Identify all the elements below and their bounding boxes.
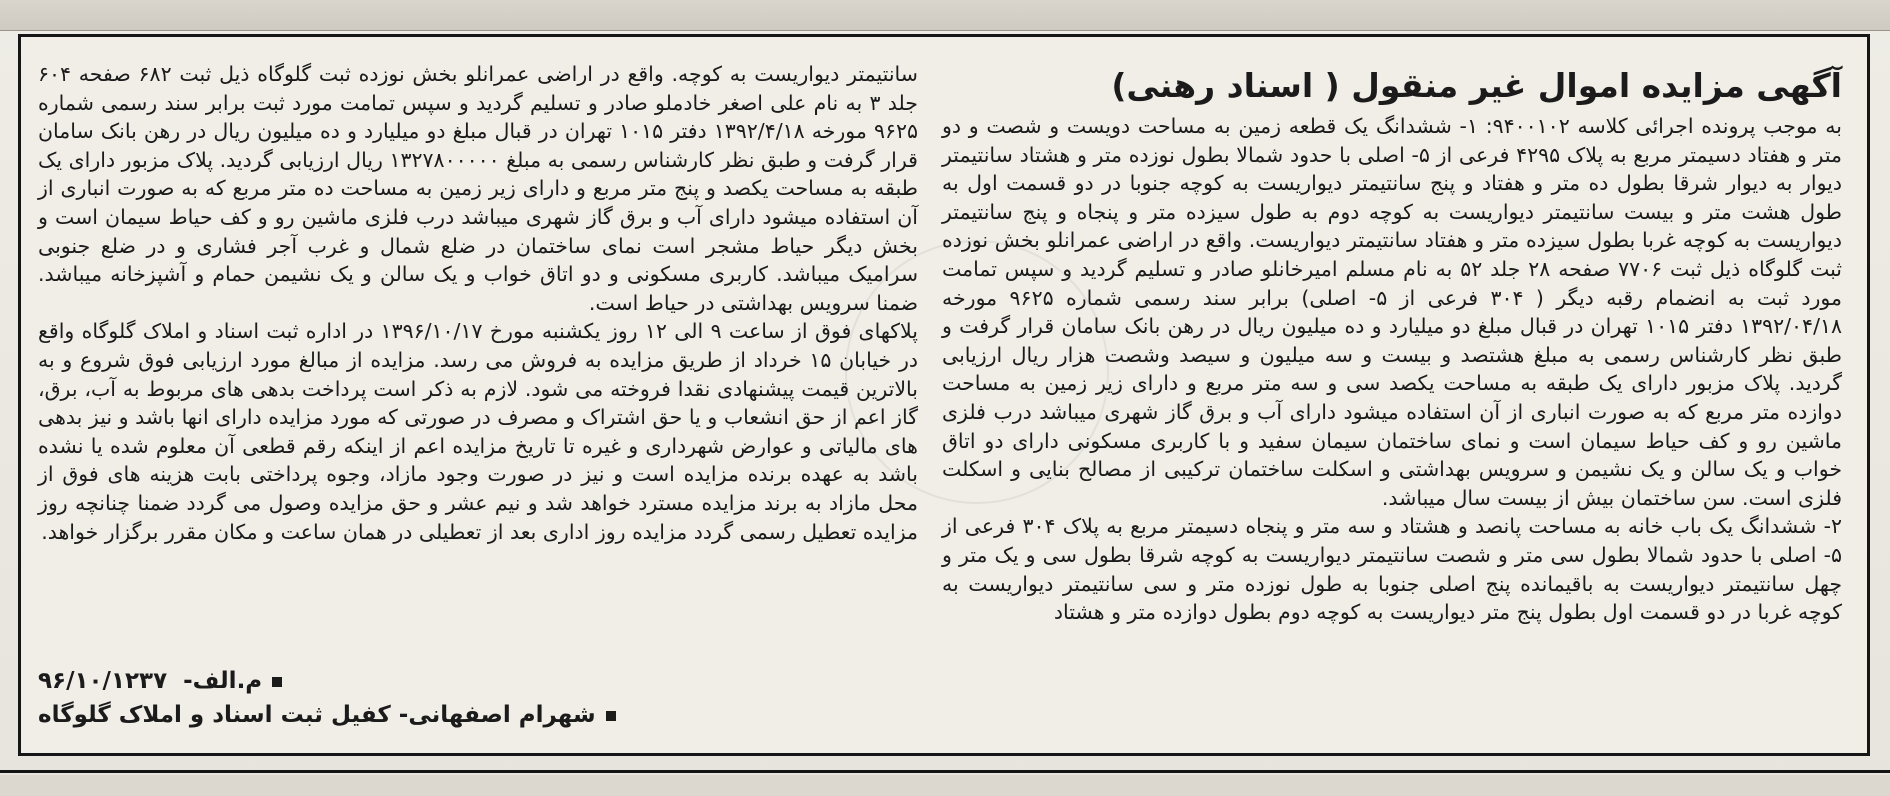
bottom-rule: [0, 770, 1890, 773]
right-column: [942, 112, 1842, 627]
square-bullet-icon: [272, 677, 282, 687]
reference-code-line: [38, 664, 918, 698]
paragraph-left-2: پلاکهای فوق از ساعت ۹ الی ۱۲ روز یکشنبه مورخ ۱۳۹۶/۱۰/۱۷ در اداره ثبت اسناد و املاک گلوگاه واقع در خیابان ۱۵ خرداد از طریق مزایده به فروش می رسد. مزایده از مبالغ مورد ارزیابی فوق شروع و به بالاترین قیمت پیشنهادی نقدا فروخته می شود. لازم به ذکر است پرداخت بدهی های مربوط به آب، برق، گاز اعم از حق انشعاب و یا حق اشتراک و مصرف در صورتی که مورد مزایده دارای انها باشد و نیز بدهی های مالیاتی و عوارض شهرداری و غیره تا تاریخ مزایده اعم از اینکه رقم قطعی آن معلوم شده یا نشده باشد به عهده برنده مزایده است و نیز در صورت وجود مازاد، وجوه پرداختی بابت هزینه های فوق از محل مازاد به برند مزایده مسترد خواهد شد و نیم عشر و حق مزایده وصول می گردد ضمنا چنانچه روز مزایده تعطیل رسمی گردد مزایده روز اداری بعد از تعطیلی در همان ساعت و مکان مقرر برگزار خواهد.: [38, 319, 918, 544]
paragraph-right-2: ۲- ششدانگ یک باب خانه به مساحت پانصد و هشتاد و سه متر و پنجاه دسیمتر مربع به پلاک ۳۰۴ فرعی از ۵- اصلی با حدود شمالا بطول سی متر و شصت سانتیمتر دیواریست به کوچه شرقا بطول سی و یک متر و چهل سانتیمتر دیواریست به باقیمانده پنج اصلی جنوبا به طول نوزده متر و سی سانتیمتر دیواریست به کوچه غربا در دو قسمت اول بطول پنج متر دیواریست به کوچه دوم بطول دوازده متر و هشتاد: [942, 514, 1843, 625]
reference-code-label: م.الف-: [183, 668, 263, 694]
signer-line: [38, 698, 918, 732]
paragraph-right-1: به موجب پرونده اجرائی کلاسه ۹۴۰۰۱۰۲: ۱- ششدانگ یک قطعه زمین به مساحت دویست و شصت و دو متر و هفتاد دسیمتر مربع به پلاک ۴۲۹۵ فرعی از ۵- اصلی با حدود شمالا بطول نوزده متر و هشتاد سانتیمتر دیوار به دیوار شرقا بطول ده متر و هفتاد و پنج سانتیمتر دیواریست به کوچه جنوبا در دو قسمت اول به طول هشت متر و بیست سانتیمتر دیواریست به کوچه دوم به طول سیزده متر و پنجاه و پنج سانتیمتر دیواریست به کوچه غربا بطول سیزده متر و هفتاد سانتیمتر دیواریست. واقع در اراضی عمرانلو بخش نوزده ثبت گلوگاه ذیل ثبت ۷۷۰۶ صفحه ۲۸ جلد ۵۲ به نام مسلم امیرخانلو صادر و تسلیم گردید و سپس تمامت مورد ثبت به انضمام رقبه دیگر ( ۳۰۴ فرعی از ۵- اصلی) برابر سند رسمی شماره ۹۶۲۵ مورخه ۱۳۹۲/۰۴/۱۸ دفتر ۱۰۱۵ تهران در قبال مبلغ دو میلیارد و ده میلیون ریال در رهن بانک سامان قرار گرفت و طبق نظر کارشناس رسمی به مبلغ هشتصد و بیست و سه میلیون و سیصد وشصت هزار ریال ارزیابی گردید. پلاک مزبور دارای یک طبقه به مساحت یکصد سی و سه متر مربع و دارای زیر زمین به مساحت دوازده متر مربع که به صورت انباری از آن استفاده میشود دارای آب و برق گاز شهری میباشد درب فلزی ماشین رو و کف حیاط سیمان است و نمای ساختمان سیمان سفید و با کاربری مسکونی دارای دو اتاق خواب و یک سالن و یک نشیمن و سرویس بهداشتی و اسکلت ساختمان ترکیبی از مصالح بنایی و اسکلت فلزی است. سن ساختمان بیش از بیست سال میباشد.: [942, 114, 1843, 510]
signer-name: شهرام اصفهانی- کفیل ثبت اسناد و املاک گلوگاه: [38, 702, 596, 728]
adjacent-clipping-strip: [0, 0, 1890, 31]
adjacent-clipping-strip-bottom: [0, 775, 1890, 796]
signature-block: [38, 664, 918, 732]
square-bullet-icon: [606, 711, 616, 721]
left-column: [38, 60, 918, 546]
notice-title: آگهی مزایده اموال غیر منقول ( اسناد رهنی): [1111, 66, 1842, 105]
paragraph-left-1: سانتیمتر دیواریست به کوچه. واقع در اراضی عمرانلو بخش نوزده ثبت گلوگاه ذیل ثبت ۶۸۲ صفحه ۶۰۴ جلد ۳ به نام علی اصغر خادملو صادر و تسلیم گردید و سپس تمامت مورد ثبت برابر سند رسمی شماره ۹۶۲۵ مورخه ۱۳۹۲/۴/۱۸ دفتر ۱۰۱۵ تهران در قبال مبلغ دو میلیارد و ده میلیون ریال در رهن بانک سامان قرار گرفت و طبق نظر کارشناس رسمی به مبلغ ۱۳۲۷۸۰۰۰۰۰ ریال ارزیابی گردید. پلاک مزبور دارای یک طبقه به مساحت یکصد و پنج متر مربع و دارای زیر زمین به مساحت ده متر مربع که به صورت انباری از آن استفاده میشود دارای آب و برق گاز شهری میباشد درب فلزی ماشین رو و کف حیاط سیمان است و بخش دیگر حیاط مشجر است نمای ساختمان در ضلع شمال و غرب آجر فشاری و در ضلع جنوبی سرامیک میباشد. کاربری مسکونی و دو اتاق خواب و یک سالن و یک نشیمن حمام و آشپزخانه میباشد. ضمنا سرویس بهداشتی در حیاط است.: [38, 62, 918, 315]
reference-code-number: ۹۶/۱۰/۱۲۳۷: [38, 668, 168, 694]
